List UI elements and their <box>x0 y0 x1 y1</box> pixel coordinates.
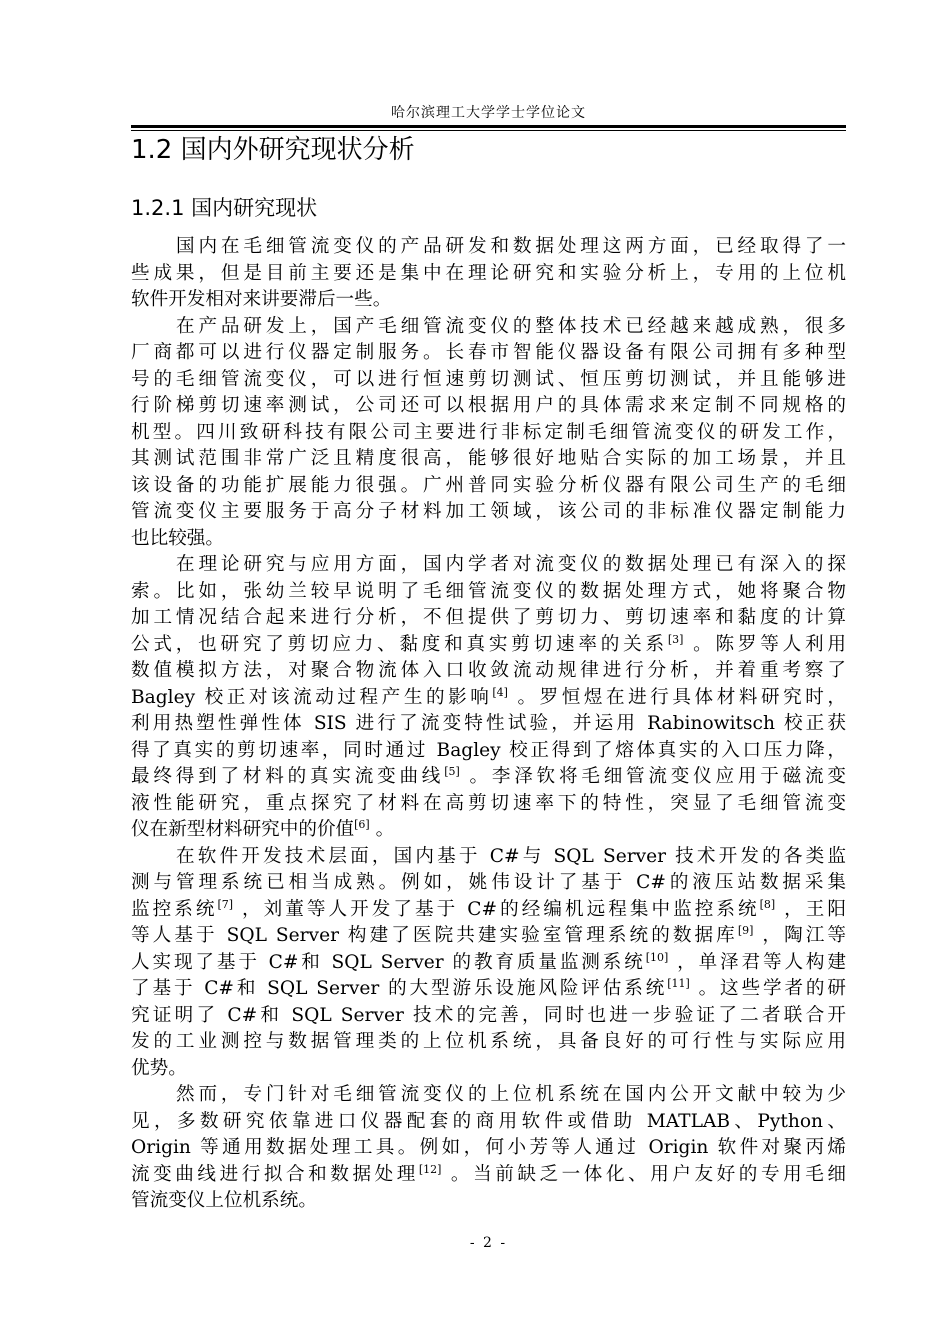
text-line: 测与管理系统已相当成熟。例如，姚伟设计了基于 C#的液压站数据采集 <box>131 872 846 893</box>
text-line: 国内在毛细管流变仪的产品研发和数据处理这两方面，已经取得了一 <box>176 236 846 257</box>
text-line: 在软件开发技术层面，国内基于 C#与 SQL Server 技术开发的各类监 <box>176 845 846 867</box>
text-line: Origin 等通用数据处理工具。例如，何小芳等人通过 Origin 软件对聚丙烯 <box>131 1137 846 1158</box>
text-line: 利用热塑性弹性体 SIS 进行了流变特性试验，并运用 Rabinowitsch 校正获 <box>131 713 846 734</box>
citation-ref: [9] <box>737 923 754 937</box>
text-line: 其测试范围非常广泛且精度很高，能够很好地贴合实际的加工场景，并且 <box>131 448 846 469</box>
citation-ref: [12] <box>418 1162 442 1176</box>
text-line: 得了真实的剪切速率，同时通过 Bagley 校正得到了熔体真实的入口压力降， <box>131 739 846 761</box>
paragraph <box>131 844 846 1083</box>
text-line: 发的工业测控与数据管理类的上位机系统，具备良好的可行性与实际应用 <box>131 1031 846 1052</box>
text-line: 公式，也研究了剪切应力、黏度和真实剪切速率的关系[3] 。陈罗等人利用 <box>131 632 846 655</box>
text-line: 该设备的功能扩展能力很强。广州普同实验分析仪器有限公司生产的毛细 <box>131 474 846 496</box>
text-line: 流变曲线进行拟合和数据处理[12] 。当前缺乏一体化、用户友好的专用毛细 <box>131 1162 846 1185</box>
subsection-heading: 1.2.1 国内研究现状 <box>131 196 318 220</box>
running-header: 哈尔滨理工大学学士学位论文 <box>391 105 586 121</box>
text-line: 索。比如，张幼兰较早说明了毛细管流变仪的数据处理方式，她将聚合物 <box>131 580 846 602</box>
text-line: 号的毛细管流变仪，可以进行恒速剪切测试、恒压剪切测试，并且能够进 <box>131 368 846 390</box>
citation-ref: [3] <box>667 632 684 646</box>
text-line: 行阶梯剪切速率测试，公司还可以根据用户的具体需求来定制不同规格的 <box>131 395 846 416</box>
citation-ref: [7] <box>217 897 234 911</box>
citation-ref: [5] <box>444 764 460 778</box>
text-line: 也比较强。 <box>131 527 224 549</box>
paragraph <box>131 552 846 844</box>
paragraph <box>131 234 846 314</box>
text-line: Bagley 校正对该流动过程产生的影响[4] 。罗恒煜在进行具体材料研究时， <box>131 685 846 708</box>
paragraph <box>131 314 846 553</box>
text-line: 在产品研发上，国产毛细管流变仪的整体技术已经越来越成熟，很多 <box>176 315 846 337</box>
text-line: 软件开发相对来讲要滞后一些。 <box>131 289 392 310</box>
citation-ref: [6] <box>354 817 370 831</box>
text-line: 在理论研究与应用方面，国内学者对流变仪的数据处理已有深入的探 <box>176 554 846 575</box>
text-line: 厂商都可以进行仪器定制服务。长春市智能仪器设备有限公司拥有多种型 <box>131 342 846 363</box>
page-number: - 2 - <box>469 1235 508 1251</box>
text-line: 机型。四川致研科技有限公司主要进行非标定制毛细管流变仪的研发工作， <box>131 421 846 443</box>
text-line: 管流变仪上位机系统。 <box>131 1190 317 1211</box>
text-line: 数值模拟方法，对聚合物流体入口收敛流动规律进行分析，并着重考察了 <box>131 660 846 681</box>
text-line: 管流变仪主要服务于高分子材料加工领域，该公司的非标准仪器定制能力 <box>131 501 846 522</box>
body-text <box>131 234 846 1215</box>
text-line: 等人基于 SQL Server 构建了医院共建实验室管理系统的数据库[9] ，陶江等 <box>131 923 846 946</box>
text-line: 人实现了基于 C#和 SQL Server 的教育质量监测系统[10] ，单泽君等人构建 <box>131 950 846 973</box>
text-line: 优势。 <box>131 1057 187 1079</box>
text-line: 最终得到了材料的真实流变曲线[5] 。李泽钦将毛细管流变仪应用于磁流变 <box>131 764 846 787</box>
text-line: 仪在新型材料研究中的价值[6] 。 <box>131 817 395 840</box>
section-heading: 1.2 国内外研究现状分析 <box>131 135 415 165</box>
text-line: 了基于 C#和 SQL Server 的大型游乐设施风险评估系统[11] 。这些学者的研 <box>131 976 846 999</box>
citation-ref: [8] <box>759 897 776 911</box>
text-line: 监控系统[7] ，刘董等人开发了基于 C#的经编机远程集中监控系统[8] ，王阳 <box>131 897 846 920</box>
text-line: 然而，专门针对毛细管流变仪的上位机系统在国内公开文献中较为少 <box>176 1084 846 1105</box>
text-line: 究证明了 C#和 SQL Server 技术的完善，同时也进一步验证了二者联合开 <box>131 1004 846 1026</box>
text-line: 液性能研究，重点探究了材料在高剪切速率下的特性，突显了毛细管流变 <box>131 792 846 814</box>
paragraph <box>131 1082 846 1215</box>
text-line: 见，多数研究依靠进口仪器配套的商用软件或借助 MATLAB、Python、 <box>131 1110 846 1132</box>
header-rule-thick <box>131 125 846 128</box>
citation-ref: [11] <box>667 976 690 990</box>
citation-ref: [4] <box>492 685 508 699</box>
text-line: 加工情况结合起来进行分析，不但提供了剪切力、剪切速率和黏度的计算 <box>131 607 846 628</box>
citation-ref: [10] <box>645 950 669 964</box>
text-line: 些成果，但是目前主要还是集中在理论研究和实验分析上，专用的上位机 <box>131 262 846 284</box>
